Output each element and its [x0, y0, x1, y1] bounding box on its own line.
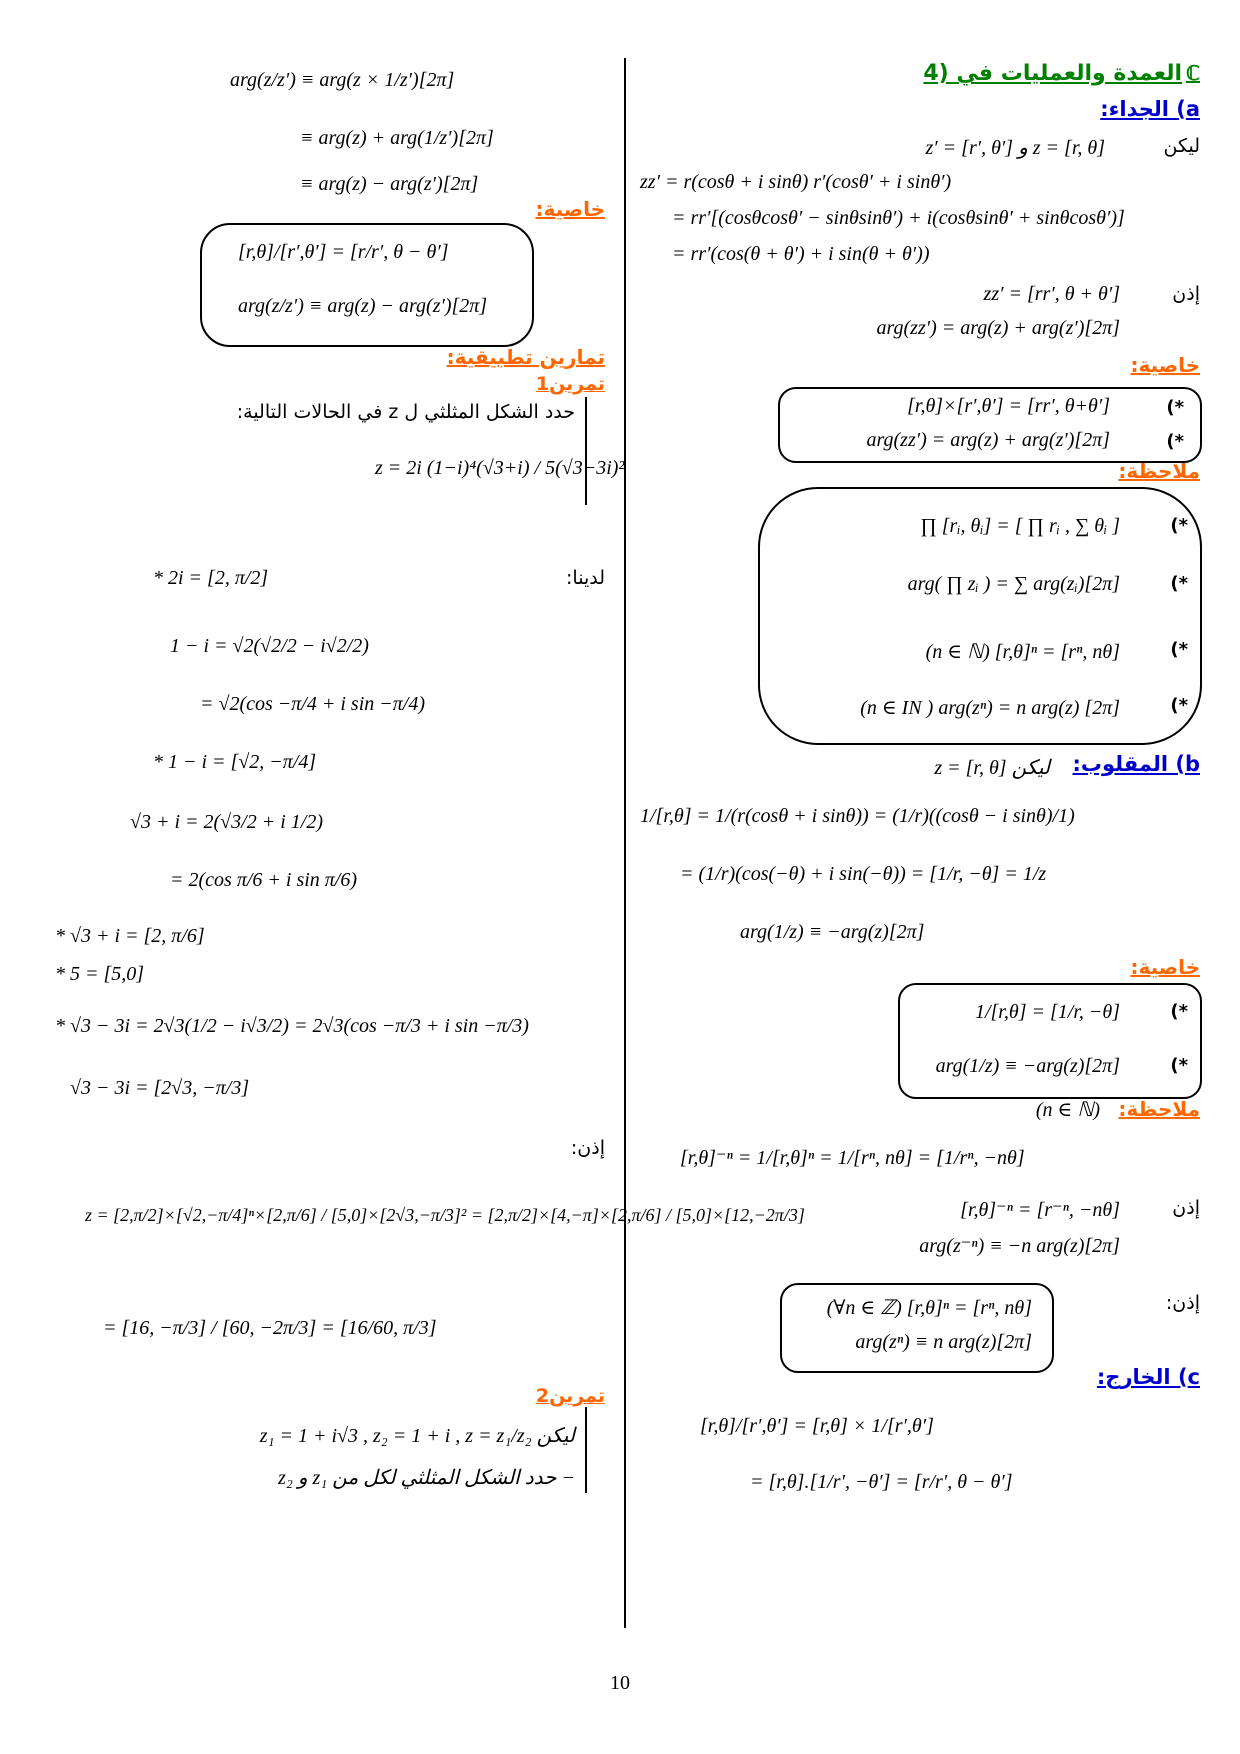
quotient-property-line-2: arg(z/z′) ≡ arg(z) − arg(z′)[2π] — [238, 295, 488, 317]
step-8: * 5 = [5,0] — [55, 963, 145, 985]
exercises-title: تمارين تطبيقية: — [446, 345, 605, 369]
exercise-2-margin-bar — [585, 1407, 587, 1493]
exercise-1-text: حدد الشكل المثلثي ل z في الحالات التالية: — [236, 401, 575, 423]
integer-power-line-1: (∀n ∈ ℤ) [r,θ]ⁿ = [rⁿ, nθ] — [826, 1297, 1032, 1319]
bullet-star: (* — [1166, 431, 1184, 452]
quotient-property-box — [200, 223, 534, 347]
step-10: √3 − 3i = [2√3, −π/3] — [70, 1077, 250, 1099]
step-3: = √2(cos −π/4 + i sin −π/4) — [200, 693, 425, 715]
product-result: zz′ = [rr′, θ + θ′] — [983, 283, 1120, 305]
note-1-line-4: (n ∈ IN ) arg(zⁿ) = n arg(z) [2π] — [860, 697, 1120, 719]
quotient-line-2: = [r,θ].[1/r′, −θ′] = [r/r′, θ − θ′] — [750, 1471, 1013, 1493]
negative-power-line-1: [r,θ]⁻ⁿ = 1/[r,θ]ⁿ = 1/[rⁿ, nθ] = [1/rⁿ, −nθ] — [680, 1147, 1025, 1169]
page-number: 10 — [610, 1672, 630, 1694]
note-2-condition: (n ∈ ℕ) — [1035, 1099, 1100, 1121]
integer-power-line-2: arg(zⁿ) ≡ n arg(z)[2π] — [855, 1331, 1032, 1353]
product-expansion-3: = rr′(cos(θ + θ′) + i sin(θ + θ′)) — [672, 243, 930, 265]
bullet-star: (* — [1170, 515, 1188, 536]
note-1-line-2: arg( ∏ zᵢ ) = ∑ arg(zᵢ)[2π] — [907, 573, 1120, 595]
column-divider — [624, 58, 626, 1628]
step-6: = 2(cos π/6 + i sin π/6) — [170, 869, 358, 891]
property-1-title: خاصية: — [1130, 353, 1200, 377]
then-label-colon: إذن: — [1165, 1292, 1200, 1314]
we-have-label: لدينا: — [566, 567, 605, 589]
let-expression: z′ = [r′, θ′] و z = [r, θ] — [925, 137, 1105, 159]
product-expansion-2: = rr′[(cosθcosθ′ − sinθsinθ′) + i(cosθsinθ′ + sinθcosθ′)] — [672, 207, 1125, 229]
inverse-arg: arg(1/z) ≡ −arg(z)[2π] — [740, 921, 925, 943]
step-4: * 1 − i = [√2, −π/4] — [153, 751, 317, 773]
property-2-line-2: arg(1/z) ≡ −arg(z)[2π] — [935, 1055, 1120, 1077]
then-label: إذن: — [570, 1137, 605, 1159]
note-1-box — [758, 487, 1202, 745]
exercise-1-margin-bar — [585, 397, 587, 505]
step-2: 1 − i = √2(√2/2 − i√2/2) — [170, 635, 369, 657]
right-column — [640, 55, 1200, 1624]
bullet-star: (* — [1170, 639, 1188, 660]
let-label: ليكن — [1163, 135, 1200, 157]
step-1: * 2i = [2, π/2] — [153, 567, 269, 589]
note-1-line-1: ∏ [rᵢ, θᵢ] = [ ∏ rᵢ , ∑ θᵢ ] — [920, 515, 1120, 537]
arg-quotient-2: ≡ arg(z) + arg(1/z′)[2π] — [300, 127, 494, 149]
bullet-star: (* — [1170, 573, 1188, 594]
property-1-line-1: [r,θ]×[r′,θ′] = [rr′, θ+θ′] — [907, 395, 1110, 417]
negative-power-line-2: [r,θ]⁻ⁿ = [r⁻ⁿ, −nθ] — [960, 1199, 1120, 1221]
negative-power-arg: arg(z⁻ⁿ) ≡ −n arg(z)[2π] — [919, 1235, 1120, 1257]
product-expansion-1: zz′ = r(cosθ + i sinθ) r′(cosθ′ + i sinθ′) — [640, 171, 952, 193]
result-line-1: z = [2,π/2]×[√2,−π/4]ⁿ×[2,π/6] / [5,0]×[2√3,−π/3]² = [2,π/2]×[4,−π]×[2,π/6] / [5,0]×[12,−2π/3] — [85, 1205, 805, 1225]
bullet-star: (* — [1166, 397, 1184, 418]
arg-quotient-1: arg(z/z′) ≡ arg(z × 1/z′)[2π] — [230, 69, 455, 91]
bullet-star: (* — [1170, 695, 1188, 716]
quotient-line-1: [r,θ]/[r′,θ′] = [r,θ] × 1/[r′,θ′] — [700, 1415, 934, 1437]
section-title — [923, 61, 1200, 86]
integer-power-box — [780, 1283, 1054, 1373]
property-1-box — [778, 387, 1202, 463]
exercise-2-title: تمرين2 — [535, 1385, 605, 1407]
arg-product: arg(zz′) = arg(z) + arg(z′)[2π] — [876, 317, 1120, 339]
exercise-2-line-2: − حدد الشكل المثلثي لكل من z₁ و z₂ — [278, 1467, 575, 1489]
note-1-title: ملاحظة: — [1118, 459, 1200, 483]
property-1-line-2: arg(zz′) = arg(z) + arg(z′)[2π] — [866, 429, 1110, 451]
arg-quotient-3: ≡ arg(z) − arg(z′)[2π] — [300, 173, 479, 195]
property-2-line-1: 1/[r,θ] = [1/r, −θ] — [974, 1001, 1120, 1023]
note-1-line-3: (n ∈ ℕ) [r,θ]ⁿ = [rⁿ, nθ] — [925, 641, 1120, 663]
note-2-title: ملاحظة: — [1118, 1097, 1200, 1121]
inverse-line-2: = (1/r)(cos(−θ) + i sin(−θ)) = [1/r, −θ] = 1/z — [680, 863, 1047, 885]
property-2-box — [898, 983, 1202, 1099]
inverse-line-1: 1/[r,θ] = 1/(r(cosθ + i sinθ)) = (1/r)((cosθ − i sinθ)/1) — [640, 805, 1075, 827]
step-9: * √3 − 3i = 2√3(1/2 − i√3/2) = 2√3(cos −π/3 + i sin −π/3) — [55, 1015, 529, 1037]
inverse-title: b) المقلوب: — [1072, 752, 1200, 776]
bullet-star: (* — [1170, 1001, 1188, 1022]
exercise-2-line-1: ليكن z₁ = 1 + i√3 , z₂ = 1 + i , z = z₁/z₂ — [259, 1425, 575, 1447]
quotient-property-line-1: [r,θ]/[r′,θ′] = [r/r′, θ − θ′] — [238, 241, 449, 263]
result-line-2: = [16, −π/3] / [60, −2π/3] = [16/60, π/3] — [103, 1317, 437, 1339]
property-title: خاصية: — [535, 197, 605, 221]
step-5: √3 + i = 2(√3/2 + i 1/2) — [130, 811, 323, 833]
exercise-1-title: تمرين1 — [535, 373, 605, 395]
step-7: * √3 + i = [2, π/6] — [55, 925, 205, 947]
product-title: a) الجداء: — [1100, 97, 1200, 121]
then-label: إذن — [1172, 1197, 1200, 1219]
exercise-1-expression: z = 2i (1−i)⁴(√3+i) / 5(√3−3i)² — [375, 457, 625, 479]
section-title-text: 4) العمدة والعمليات في — [923, 61, 1183, 86]
complex-set-symbol: ℂ — [1186, 63, 1200, 85]
then-label: إذن — [1172, 283, 1200, 305]
inverse-let: z = [r, θ] ليكن — [934, 757, 1050, 779]
quotient-title: c) الخارج: — [1096, 1365, 1200, 1389]
property-2-title: خاصية: — [1130, 955, 1200, 979]
bullet-star: (* — [1170, 1055, 1188, 1076]
